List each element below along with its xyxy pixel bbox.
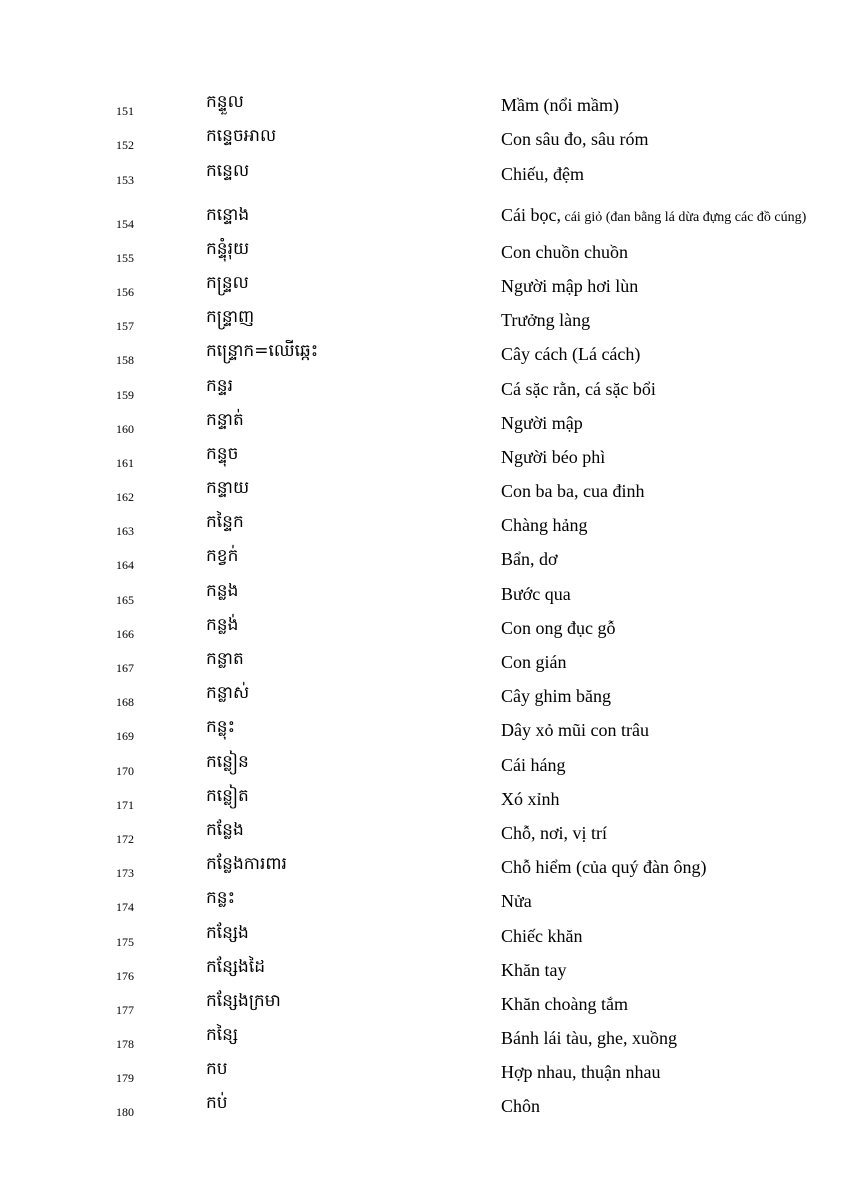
vietnamese-meaning bbox=[501, 275, 638, 297]
khmer-word: កន្ទ្រល bbox=[206, 272, 249, 293]
dictionary-entry bbox=[0, 782, 848, 816]
vietnamese-meaning bbox=[501, 617, 616, 639]
khmer-word: កន្លែង bbox=[206, 819, 244, 840]
vietnamese-meaning-text: Con chuồn chuồn bbox=[501, 241, 628, 262]
khmer-word: កន្ទុំរុយ bbox=[206, 238, 250, 259]
vietnamese-meaning-text: Cái háng bbox=[501, 754, 566, 775]
dictionary-entry bbox=[0, 156, 848, 190]
entry-number: 166 bbox=[116, 626, 134, 641]
vietnamese-meaning bbox=[501, 685, 611, 707]
vietnamese-meaning bbox=[501, 446, 605, 468]
dictionary-entry bbox=[0, 474, 848, 508]
dictionary-entry bbox=[0, 269, 848, 303]
vietnamese-meaning-text: Mầm (nổi mầm) bbox=[501, 95, 619, 116]
vietnamese-meaning-text: Bước qua bbox=[501, 583, 571, 604]
vietnamese-meaning bbox=[501, 856, 706, 878]
khmer-word: កន្លែងការពារ bbox=[206, 854, 287, 875]
entry-number: 177 bbox=[116, 1002, 134, 1017]
vietnamese-meaning-text: Chiếc khăn bbox=[501, 925, 583, 946]
entry-number: 165 bbox=[116, 592, 134, 607]
khmer-word: កខ្វក់ bbox=[206, 546, 239, 567]
vietnamese-meaning-text: Con ong đục gỗ bbox=[501, 617, 616, 638]
dictionary-entry bbox=[0, 88, 848, 122]
entry-number: 176 bbox=[116, 968, 134, 983]
vietnamese-meaning bbox=[501, 1095, 540, 1117]
vietnamese-meaning bbox=[501, 822, 607, 844]
vietnamese-meaning bbox=[501, 1027, 677, 1049]
vietnamese-meaning bbox=[501, 94, 619, 116]
khmer-word: កន្លាត bbox=[206, 649, 244, 669]
entry-number: 154 bbox=[116, 216, 134, 231]
vietnamese-meaning-text: Chiếu, đệm bbox=[501, 163, 584, 184]
dictionary-entry bbox=[0, 1055, 848, 1089]
vietnamese-meaning bbox=[501, 204, 806, 229]
dictionary-entry bbox=[0, 953, 848, 987]
dictionary-entry bbox=[0, 987, 848, 1021]
vietnamese-meaning bbox=[501, 480, 644, 502]
khmer-word: កន្ទុច bbox=[206, 443, 239, 464]
dictionary-entry bbox=[0, 1021, 848, 1055]
vietnamese-meaning bbox=[501, 343, 640, 365]
khmer-word: កប់ bbox=[206, 1093, 228, 1114]
entry-number: 167 bbox=[116, 661, 134, 675]
khmer-word: កន្លះ bbox=[206, 888, 236, 909]
entry-number: 168 bbox=[116, 695, 134, 710]
vietnamese-meaning bbox=[501, 241, 628, 263]
dictionary-entry bbox=[0, 576, 848, 610]
entry-number: 171 bbox=[116, 797, 134, 812]
vietnamese-meaning bbox=[501, 719, 649, 741]
dictionary-entry bbox=[0, 406, 848, 440]
entry-list bbox=[0, 88, 848, 1123]
khmer-word: កន្លង bbox=[206, 580, 239, 601]
vietnamese-meaning bbox=[501, 583, 571, 605]
vietnamese-meaning-text: Xó xỉnh bbox=[501, 788, 560, 809]
dictionary-entry bbox=[0, 371, 848, 405]
vietnamese-meaning-text: Chỗ, nơi, vị trí bbox=[501, 822, 608, 843]
entry-number: 151 bbox=[116, 104, 134, 119]
khmer-word: កន្លៀត bbox=[206, 785, 249, 806]
entry-number: 157 bbox=[116, 319, 134, 334]
entry-number: 175 bbox=[116, 934, 134, 949]
khmer-word: កន្ទេចអាល bbox=[206, 126, 277, 147]
khmer-word: កន្លុះ bbox=[206, 717, 236, 738]
entry-number: 179 bbox=[116, 1071, 134, 1086]
khmer-word: កន្លាស់ bbox=[206, 683, 250, 704]
vietnamese-meaning bbox=[501, 412, 583, 434]
entry-number: 174 bbox=[116, 900, 134, 915]
khmer-word: កន្ទ្រាញ bbox=[206, 307, 255, 328]
vietnamese-meaning bbox=[501, 890, 532, 912]
entry-number: 164 bbox=[116, 558, 134, 573]
dictionary-entry bbox=[0, 303, 848, 337]
dictionary-entry bbox=[0, 508, 848, 542]
vietnamese-meaning bbox=[501, 959, 566, 981]
khmer-word: កន្សែងដៃ bbox=[206, 956, 266, 977]
khmer-word: កន្សៃ bbox=[206, 1025, 239, 1046]
dictionary-entry bbox=[0, 850, 848, 884]
dictionary-entry bbox=[0, 337, 848, 371]
vietnamese-meaning bbox=[501, 925, 582, 947]
vietnamese-meaning-text: Bánh lái tàu, ghe, xuồng bbox=[501, 1028, 677, 1049]
vietnamese-meaning-text: Cá sặc rằn, cá sặc bổi bbox=[501, 378, 656, 399]
khmer-word: កន្ទៃក bbox=[206, 512, 244, 533]
vietnamese-meaning-text: Cái bọc, bbox=[501, 204, 561, 225]
dictionary-entry bbox=[0, 884, 848, 918]
khmer-word: កន្ទាយ bbox=[206, 478, 250, 499]
entry-number: 160 bbox=[116, 421, 134, 436]
dictionary-entry bbox=[0, 918, 848, 952]
vietnamese-meaning-text: Khăn tay bbox=[501, 959, 567, 980]
vietnamese-meaning-text: Con gián bbox=[501, 652, 567, 672]
vietnamese-meaning-text: Chỗ hiểm (của quý đàn ông) bbox=[501, 857, 707, 878]
vietnamese-meaning-text: Trưởng làng bbox=[501, 310, 591, 331]
vietnamese-meaning bbox=[501, 514, 587, 536]
dictionary-entry bbox=[0, 679, 848, 713]
vietnamese-meaning-text: Cây ghim băng bbox=[501, 686, 611, 707]
khmer-word: កន្សែងក្រមា bbox=[206, 990, 281, 1011]
dictionary-entry bbox=[0, 713, 848, 747]
dictionary-entry bbox=[0, 235, 848, 269]
entry-number: 152 bbox=[116, 138, 134, 153]
vietnamese-meaning bbox=[501, 163, 584, 185]
vietnamese-meaning bbox=[501, 548, 558, 570]
dictionary-entry bbox=[0, 645, 848, 679]
entry-number: 170 bbox=[116, 763, 134, 778]
vietnamese-meaning bbox=[501, 993, 628, 1015]
vietnamese-meaning-text: Người mập hơi lùn bbox=[501, 275, 639, 296]
entry-number: 163 bbox=[116, 524, 134, 539]
entry-number: 161 bbox=[116, 455, 134, 470]
vietnamese-meaning bbox=[501, 378, 656, 400]
dictionary-entry bbox=[0, 1089, 848, 1123]
dictionary-entry bbox=[0, 440, 848, 474]
entry-number: 156 bbox=[116, 284, 134, 299]
entry-number: 162 bbox=[116, 490, 134, 505]
vietnamese-meaning-text: Bẩn, dơ bbox=[501, 549, 558, 570]
vietnamese-meaning-note: cái giỏ (đan bằng lá dừa đựng các đồ cúng) bbox=[561, 209, 807, 225]
khmer-word: កប bbox=[206, 1059, 228, 1080]
vietnamese-meaning bbox=[501, 754, 566, 776]
entry-number: 155 bbox=[116, 250, 134, 265]
vietnamese-meaning-text: Khăn choàng tắm bbox=[501, 993, 628, 1014]
vietnamese-meaning-text: Người béo phì bbox=[501, 446, 606, 467]
dictionary-entry bbox=[0, 191, 848, 235]
khmer-word: កន្ទ្រោក=ឈើឆ្កេះ bbox=[206, 341, 319, 362]
khmer-word: កន្សែង bbox=[206, 922, 249, 943]
entry-number: 158 bbox=[116, 353, 134, 368]
khmer-word: កន្លៀន bbox=[206, 751, 249, 772]
entry-number: 180 bbox=[116, 1105, 134, 1120]
khmer-word: កន្ទាត់ bbox=[206, 409, 244, 430]
khmer-word: កន្ទោង bbox=[206, 204, 250, 225]
dictionary-entry bbox=[0, 816, 848, 850]
vietnamese-meaning-text: Người mập bbox=[501, 412, 583, 433]
vietnamese-meaning-text: Cây cách (Lá cách) bbox=[501, 344, 641, 365]
dictionary-entry bbox=[0, 122, 848, 156]
vietnamese-meaning bbox=[501, 1061, 661, 1083]
khmer-word: កន្ទរ bbox=[206, 375, 233, 396]
vietnamese-meaning-text: Chôn bbox=[501, 1096, 541, 1117]
vietnamese-meaning-text: Con sâu đo, sâu róm bbox=[501, 129, 649, 150]
dictionary-entry bbox=[0, 747, 848, 781]
vietnamese-meaning-text: Dây xỏ mũi con trâu bbox=[501, 720, 649, 741]
vietnamese-meaning-text: Con ba ba, cua đinh bbox=[501, 481, 645, 502]
khmer-word: កន្លង់ bbox=[206, 614, 239, 635]
dictionary-entry bbox=[0, 611, 848, 645]
vietnamese-meaning bbox=[501, 651, 567, 673]
entry-number: 169 bbox=[116, 729, 134, 744]
dictionary-entry bbox=[0, 542, 848, 576]
entry-number: 159 bbox=[116, 387, 134, 402]
vietnamese-meaning bbox=[501, 128, 649, 150]
entry-number: 178 bbox=[116, 1037, 134, 1052]
entry-number: 172 bbox=[116, 831, 134, 846]
vietnamese-meaning bbox=[501, 788, 560, 810]
entry-number: 153 bbox=[116, 172, 134, 187]
entry-number: 173 bbox=[116, 866, 134, 881]
vietnamese-meaning-text: Chàng hảng bbox=[501, 515, 588, 536]
khmer-word: កន្ទេល bbox=[206, 160, 250, 181]
vietnamese-meaning-text: Nửa bbox=[501, 891, 532, 912]
vietnamese-meaning bbox=[501, 309, 590, 331]
vietnamese-meaning-text: Hợp nhau, thuận nhau bbox=[501, 1062, 661, 1083]
khmer-word: កន្ទួល bbox=[206, 92, 244, 113]
